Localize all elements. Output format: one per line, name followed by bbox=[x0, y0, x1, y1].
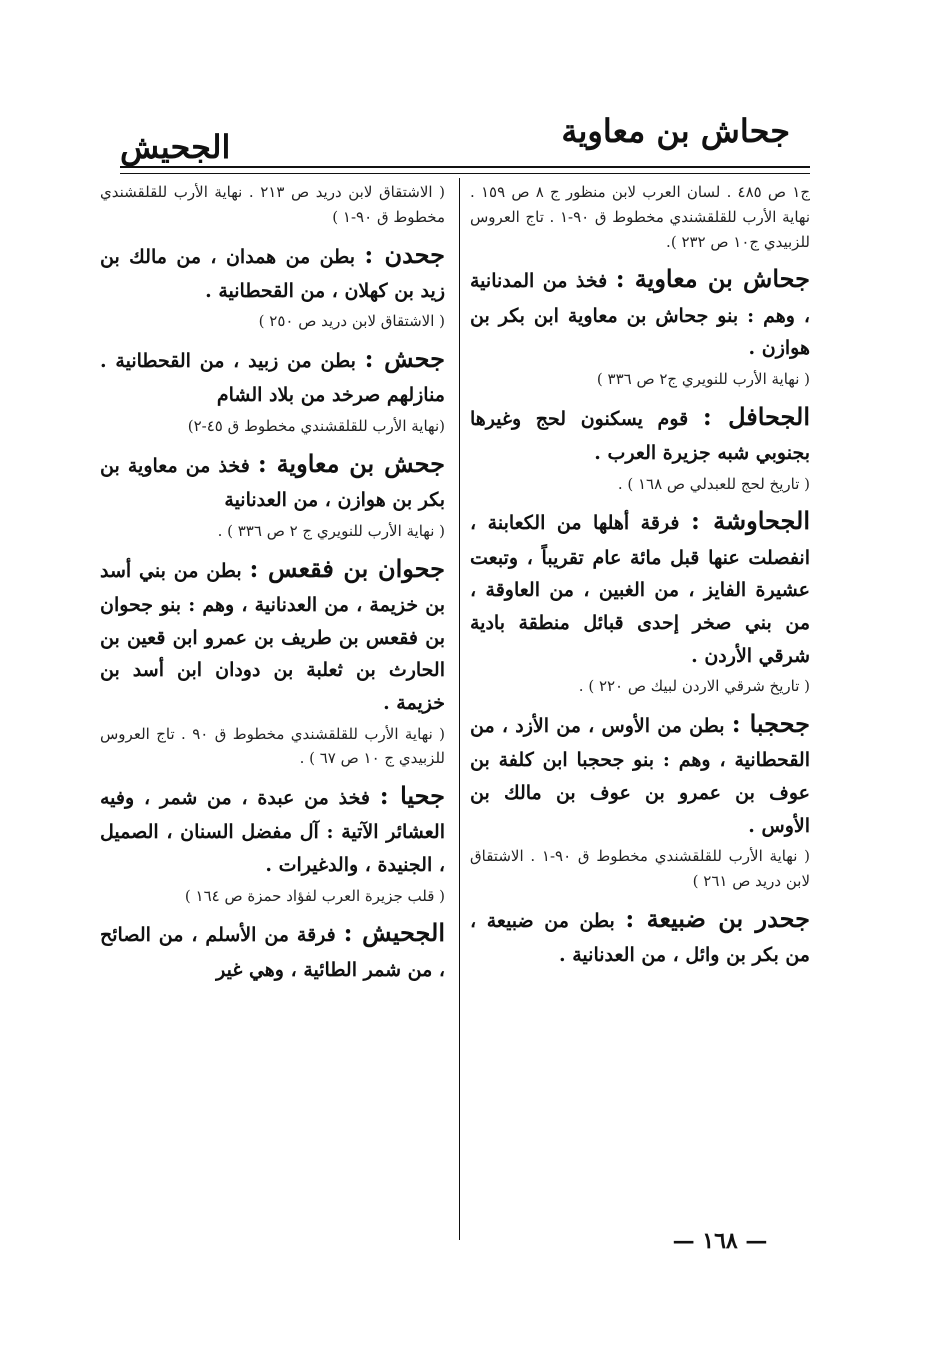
entry-headword: الجحيش : bbox=[343, 918, 445, 948]
citation: ج١ ص ٤٨٥ . لسان العرب لابن منظور ج ٨ ص ١٥٩ . نهاية الأرب للقلقشندي مخطوط ق ٩٠-١ . تاج العروس للزبيدي ج١٠ ص ٢٣٢ ). bbox=[470, 183, 810, 251]
running-head-left: الجحيش bbox=[120, 128, 231, 166]
right-column bbox=[470, 180, 810, 1230]
citation: ( قلب جزيرة العرب لفؤاد حمزة ص ١٦٤ ) bbox=[184, 886, 445, 905]
dictionary-entry bbox=[100, 234, 445, 308]
entry-headword: الجحاوشة : bbox=[691, 506, 810, 536]
entry-definition: بطن من زبيد ، من القحطانية . منازلهم صرخد من بلاد الشام bbox=[100, 350, 445, 407]
dictionary-entry bbox=[470, 898, 810, 972]
page-number: — ١٦٨ — bbox=[672, 1228, 768, 1254]
entry-definition: فخذ من المدنانية ، وهم : بنو جحاش بن معاوية ابن بكر بن هوازن . bbox=[470, 270, 810, 360]
citation: ( نهاية الأرب للقلقشندي مخطوط ق ٩٠ . تاج العروس للزبيدي ج ١٠ ص ٦٧ ) . bbox=[100, 724, 445, 768]
dictionary-entry bbox=[470, 396, 810, 470]
entry-definition: فرقة أهلها من الكعابنة ، انفصلت عنها قبل مائة عام تقريباً ، وتبعت عشيرة الفايز ، من الغبين ، من العاوقة ، من بني صخر إحدى قبائل منطقة بادية شرقي الأردن . bbox=[470, 512, 810, 667]
entry-definition: بطن من الأوس ، من الأزد ، من القحطانية ، وهم : بنو جحجبا ابن كلفة بن عوف بن عمرو بن عوف بن مالك بن الأوس . bbox=[470, 715, 810, 837]
column-divider bbox=[459, 178, 460, 1240]
citation: ( تاريخ شرقي الاردن لبيك ص ٢٢٠ ) . bbox=[578, 677, 810, 696]
entry-definition: فرقة من الأسلم ، من الصائح ، من شمر الطائية ، وهي غير bbox=[100, 924, 445, 981]
left-column bbox=[100, 180, 445, 1230]
dictionary-entry bbox=[100, 548, 445, 720]
entry-definition: بطن من همدان ، من مالك بن زيد بن كهلان ، من القحطانية . bbox=[100, 245, 445, 302]
entry-definition: بطن من ضبيعة ، من بكر بن وائل ، من العدنانية . bbox=[470, 909, 810, 967]
citation: ( تاريخ لحج للعبدلي ص ١٦٨ ) . bbox=[617, 474, 810, 493]
dictionary-entry bbox=[100, 443, 445, 517]
entry-headword: جحدر بن ضبيعة : bbox=[625, 903, 810, 933]
dictionary-entry bbox=[100, 775, 445, 882]
entry-definition: قوم يسكنون لحج وغيرها بجنوبي شبه جزيرة العرب . bbox=[470, 407, 810, 464]
running-head-right: جحاش بن معاوية bbox=[561, 112, 790, 150]
citation: ( نهاية الأرب للنويري ج ٢ ص ٣٣٦ ) . bbox=[217, 521, 445, 540]
entry-headword: جحيا : bbox=[379, 781, 445, 811]
entry-definition: بطن من بني أسد بن خزيمة ، من العدنانية ، وهم : بنو جحوان بن فقعس بن طريف بن عمرو ابن قعين بن الحارث بن ثعلبة بن دودان ابن أسد بن خزيمة . bbox=[100, 559, 445, 714]
entry-headword: جحدن : bbox=[364, 239, 445, 269]
entry-headword: جحش : bbox=[364, 344, 445, 374]
dictionary-entry bbox=[470, 258, 810, 365]
dictionary-entry bbox=[100, 338, 445, 412]
citation: ( الاشتقاق لابن دريد ص ٢١٣ . نهاية الأرب للقلقشندي مخطوط ق ٩٠-١ ) bbox=[100, 183, 445, 226]
citation: (نهاية الأرب للقلقشندي مخطوط ق ٤٥-٢) bbox=[187, 417, 445, 436]
entry-headword: جحاش بن معاوية : bbox=[615, 264, 810, 294]
dictionary-entry bbox=[470, 500, 810, 672]
entry-definition: فخذ من معاوية بن بكر بن هوازن ، من العدنانية bbox=[100, 454, 445, 512]
citation: ( الاشتقاق لابن دريد ص ٢٥٠ ) bbox=[258, 312, 445, 331]
dictionary-entry bbox=[100, 912, 445, 986]
citation: ( نهاية الأرب للقلقشندي مخطوط ق ٩٠-١ . الاشتقاق لابن دريد ص ٢٦١ ) bbox=[470, 847, 810, 891]
entry-definition: فخذ من عبدة ، من شمر ، وفيه العشائر الآتية : آل مفضل السنان ، الصميل ، الجنيدة ، والدغيرات . bbox=[100, 787, 445, 876]
entry-headword: جحجبا : bbox=[731, 709, 810, 738]
entry-headword: الجحافل : bbox=[702, 401, 810, 431]
citation: ( نهاية الأرب للنويري ج٢ ص ٣٣٦ ) bbox=[596, 369, 810, 388]
entry-headword: جحش بن معاوية : bbox=[257, 448, 445, 478]
header-rule bbox=[120, 166, 810, 174]
dictionary-entry bbox=[470, 703, 810, 842]
entry-headword: جحوان بن فقعس : bbox=[249, 553, 445, 583]
